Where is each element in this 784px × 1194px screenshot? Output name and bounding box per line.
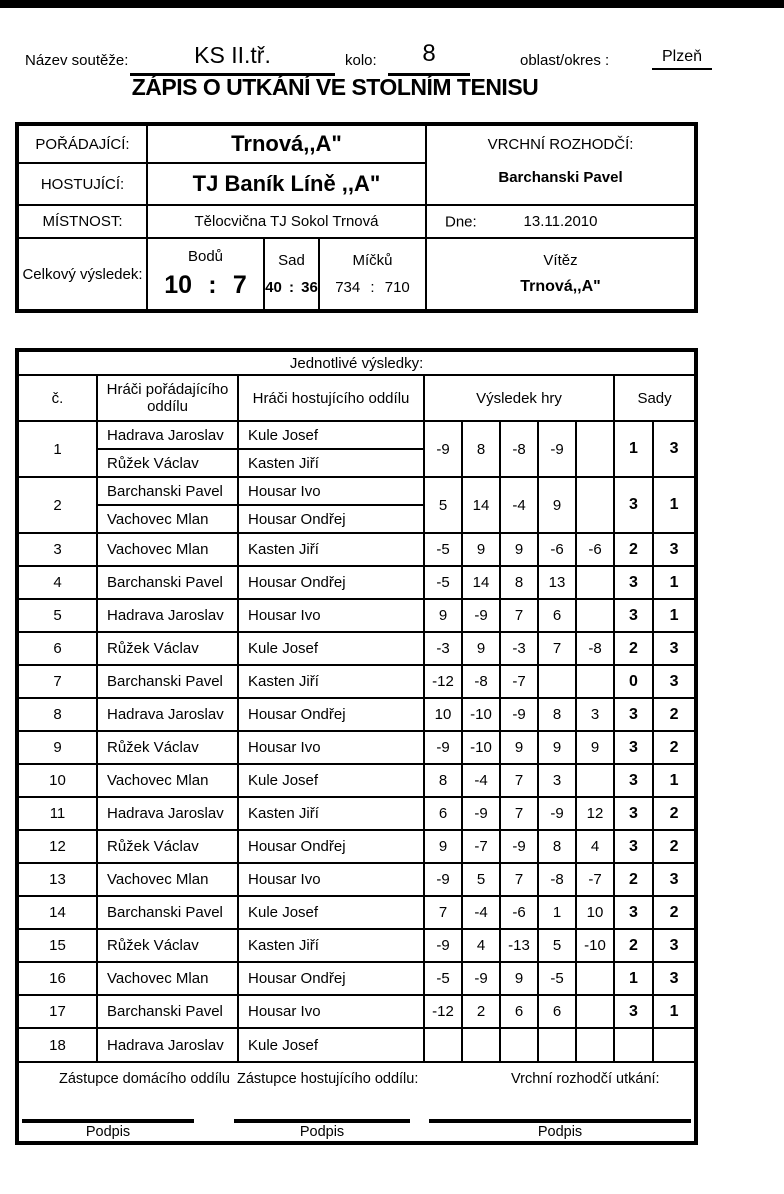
home-player-name: Hadrava Jaroslav bbox=[97, 1028, 238, 1061]
match-row bbox=[19, 599, 694, 632]
game-score: 5 bbox=[424, 477, 462, 533]
winner-cell bbox=[427, 239, 694, 309]
match-number: 11 bbox=[19, 797, 97, 830]
home-player-name: Barchanski Pavel bbox=[97, 896, 238, 929]
match-row bbox=[19, 764, 694, 797]
venue-value: Tělocvična TJ Sokol Trnová bbox=[148, 206, 427, 239]
game-score: 9 bbox=[462, 632, 500, 665]
sets-score: 3 bbox=[653, 863, 694, 896]
game-score: -8 bbox=[538, 863, 576, 896]
match-referee-label: Vrchní rozhodčí utkání: bbox=[511, 1071, 660, 1087]
match-info-box bbox=[15, 122, 698, 313]
sets-score: 3 bbox=[614, 477, 653, 533]
guest-player-name: Housar Ondřej bbox=[238, 830, 424, 863]
game-score: -3 bbox=[424, 632, 462, 665]
sets-score: 3 bbox=[653, 962, 694, 995]
game-score: -5 bbox=[424, 962, 462, 995]
sets-score: 2 bbox=[614, 863, 653, 896]
guest-player-name: Housar Ivo bbox=[238, 477, 424, 505]
match-number: 2 bbox=[19, 477, 97, 533]
chief-referee-cell bbox=[427, 126, 694, 206]
sets-score: 2 bbox=[653, 731, 694, 764]
balls-cell bbox=[320, 239, 427, 309]
guest-player-name: Housar Ivo bbox=[238, 599, 424, 632]
game-score: -6 bbox=[538, 533, 576, 566]
guest-player-name: Kasten Jiří bbox=[238, 533, 424, 566]
col-header-home-players: Hráči pořádajícího oddílu bbox=[97, 375, 238, 421]
col-header-number: č. bbox=[19, 375, 97, 421]
match-number: 18 bbox=[19, 1028, 97, 1061]
points-cell bbox=[148, 239, 265, 309]
match-row bbox=[19, 566, 694, 599]
game-score: 7 bbox=[500, 863, 538, 896]
game-score: -8 bbox=[576, 632, 614, 665]
game-score: 3 bbox=[576, 698, 614, 731]
game-score: 2 bbox=[462, 995, 500, 1028]
points-home: 10 bbox=[164, 270, 193, 299]
match-row bbox=[19, 929, 694, 962]
game-score: -12 bbox=[424, 665, 462, 698]
match-row bbox=[19, 665, 694, 698]
home-player-name: Vachovec Mlan bbox=[97, 533, 238, 566]
sets-score: 2 bbox=[614, 929, 653, 962]
sets-score: 3 bbox=[653, 632, 694, 665]
game-score bbox=[576, 477, 614, 533]
game-score: -9 bbox=[500, 698, 538, 731]
game-score: 9 bbox=[462, 533, 500, 566]
game-score: -9 bbox=[538, 421, 576, 477]
match-number: 15 bbox=[19, 929, 97, 962]
sets-cell bbox=[265, 239, 320, 309]
home-player-name: Vachovec Mlan bbox=[97, 863, 238, 896]
points-separator: : bbox=[208, 270, 217, 299]
match-row bbox=[19, 830, 694, 863]
game-score: 7 bbox=[500, 764, 538, 797]
game-score: -6 bbox=[576, 533, 614, 566]
competition-value: KS II.tř. bbox=[194, 42, 271, 68]
sets-score: 2 bbox=[653, 698, 694, 731]
game-score: -8 bbox=[500, 421, 538, 477]
venue-label: MÍSTNOST: bbox=[19, 206, 148, 239]
game-score: -9 bbox=[462, 962, 500, 995]
game-score: -9 bbox=[462, 599, 500, 632]
top-border-bar bbox=[0, 0, 784, 8]
sets-score: 1 bbox=[653, 764, 694, 797]
game-score: -3 bbox=[500, 632, 538, 665]
col-header-guest-players: Hráči hostujícího oddílu bbox=[238, 375, 424, 421]
game-score: 10 bbox=[424, 698, 462, 731]
home-player-name: Hadrava Jaroslav bbox=[97, 698, 238, 731]
game-score: 1 bbox=[538, 896, 576, 929]
home-representative-label: Zástupce domácího oddílu bbox=[59, 1071, 230, 1087]
match-number: 8 bbox=[19, 698, 97, 731]
signature-caption-guest: Podpis bbox=[299, 1124, 345, 1140]
game-score bbox=[576, 962, 614, 995]
game-score: -4 bbox=[500, 477, 538, 533]
game-score bbox=[424, 1028, 462, 1061]
match-row bbox=[19, 797, 694, 830]
sets-label: Sad bbox=[278, 252, 305, 270]
game-score: 4 bbox=[576, 830, 614, 863]
sets-score: 0 bbox=[614, 665, 653, 698]
sets-score: 3 bbox=[614, 731, 653, 764]
game-score bbox=[576, 421, 614, 477]
sets-score: 3 bbox=[614, 566, 653, 599]
home-player-name: Barchanski Pavel bbox=[97, 665, 238, 698]
match-row bbox=[19, 632, 694, 665]
match-row bbox=[19, 731, 694, 764]
game-score: -5 bbox=[424, 533, 462, 566]
game-score: 13 bbox=[538, 566, 576, 599]
match-number: 16 bbox=[19, 962, 97, 995]
sets-score: 2 bbox=[614, 533, 653, 566]
host-team-value: Trnová,,A" bbox=[148, 126, 427, 164]
game-score: -4 bbox=[462, 764, 500, 797]
sets-score: 3 bbox=[614, 698, 653, 731]
game-score: 9 bbox=[424, 599, 462, 632]
page-title: ZÁPIS O UTKÁNÍ VE STOLNÍM TENISU bbox=[131, 74, 539, 100]
match-row bbox=[19, 477, 694, 505]
chief-referee-label: VRCHNÍ ROZHODČÍ: bbox=[487, 136, 634, 153]
game-score: 7 bbox=[500, 797, 538, 830]
home-player-name: Barchanski Pavel bbox=[97, 566, 238, 599]
sets-score: 3 bbox=[653, 929, 694, 962]
chief-referee-value: Barchanski Pavel bbox=[498, 169, 623, 186]
game-score: -10 bbox=[576, 929, 614, 962]
home-player-name: Růžek Václav bbox=[97, 632, 238, 665]
signature-line-guest bbox=[234, 1119, 410, 1123]
home-player-name: Hadrava Jaroslav bbox=[97, 599, 238, 632]
game-score: -10 bbox=[462, 698, 500, 731]
signature-caption-home: Podpis bbox=[85, 1124, 131, 1140]
game-score: -9 bbox=[500, 830, 538, 863]
game-score: 9 bbox=[500, 533, 538, 566]
sets-score bbox=[614, 1028, 653, 1061]
sets-score: 1 bbox=[653, 995, 694, 1028]
game-score bbox=[500, 1028, 538, 1061]
home-player-name: Růžek Václav bbox=[97, 929, 238, 962]
game-score: 6 bbox=[424, 797, 462, 830]
signature-caption-referee: Podpis bbox=[537, 1124, 583, 1140]
guest-player-name: Housar Ivo bbox=[238, 995, 424, 1028]
game-score: 9 bbox=[424, 830, 462, 863]
region-label: oblast/okres : bbox=[520, 52, 610, 69]
game-score bbox=[462, 1028, 500, 1061]
signature-line-home bbox=[22, 1119, 194, 1123]
guest-player-name: Housar Ondřej bbox=[238, 566, 424, 599]
game-score: 6 bbox=[500, 995, 538, 1028]
signatures-footer bbox=[19, 1061, 694, 1141]
game-score bbox=[538, 665, 576, 698]
match-number: 7 bbox=[19, 665, 97, 698]
game-score: -9 bbox=[462, 797, 500, 830]
points-score bbox=[148, 271, 263, 300]
match-row bbox=[19, 995, 694, 1028]
game-score: -9 bbox=[538, 797, 576, 830]
guest-player-name: Kule Josef bbox=[238, 632, 424, 665]
total-result-label: Celkový výsledek: bbox=[19, 239, 148, 309]
home-player-name: Vachovec Mlan bbox=[97, 764, 238, 797]
game-score: 9 bbox=[500, 731, 538, 764]
competition-label: Název soutěže: bbox=[25, 52, 129, 69]
sets-score: 3 bbox=[614, 830, 653, 863]
region-value: Plzeň bbox=[661, 48, 703, 65]
game-score: 6 bbox=[538, 599, 576, 632]
guest-player-name: Kule Josef bbox=[238, 1028, 424, 1061]
game-score: -10 bbox=[462, 731, 500, 764]
results-section bbox=[15, 348, 698, 1145]
game-score: 8 bbox=[538, 830, 576, 863]
balls-score: 734 : 710 bbox=[335, 278, 410, 296]
guest-player-name: Kasten Jiří bbox=[238, 929, 424, 962]
game-score: 14 bbox=[462, 477, 500, 533]
match-row bbox=[19, 421, 694, 449]
match-row bbox=[19, 698, 694, 731]
guest-player-name: Housar Ondřej bbox=[238, 698, 424, 731]
sets-score: 3 bbox=[614, 764, 653, 797]
guest-label: HOSTUJÍCÍ: bbox=[19, 164, 148, 206]
guest-team-value: TJ Baník Líně ,,A" bbox=[148, 164, 427, 206]
sets-score: 2 bbox=[653, 830, 694, 863]
sets-score: 1 bbox=[653, 599, 694, 632]
match-number: 14 bbox=[19, 896, 97, 929]
match-number: 3 bbox=[19, 533, 97, 566]
sets-score: 1 bbox=[653, 566, 694, 599]
game-score: -9 bbox=[424, 863, 462, 896]
game-score: 9 bbox=[538, 731, 576, 764]
match-row bbox=[19, 863, 694, 896]
signature-line-referee bbox=[429, 1119, 691, 1123]
game-score: 9 bbox=[500, 962, 538, 995]
guest-player-name: Housar Ivo bbox=[238, 731, 424, 764]
game-score: 8 bbox=[462, 421, 500, 477]
sets-score: 3 bbox=[653, 665, 694, 698]
home-player-name: Růžek Václav bbox=[97, 830, 238, 863]
game-score: 7 bbox=[500, 599, 538, 632]
guest-player-name: Housar Ondřej bbox=[238, 962, 424, 995]
winner-value: Trnová,,A" bbox=[520, 278, 601, 295]
sets-score: 3 bbox=[614, 896, 653, 929]
guest-player-name: Housar Ondřej bbox=[238, 505, 424, 533]
game-score: -6 bbox=[500, 896, 538, 929]
sets-score bbox=[653, 1028, 694, 1061]
sets-score: 3 bbox=[653, 533, 694, 566]
game-score: -12 bbox=[424, 995, 462, 1028]
sets-score: 3 bbox=[653, 421, 694, 477]
game-score: 6 bbox=[538, 995, 576, 1028]
date-label: Dne: bbox=[445, 213, 477, 230]
game-score: -5 bbox=[424, 566, 462, 599]
date-cell bbox=[427, 206, 694, 239]
game-score: 8 bbox=[538, 698, 576, 731]
match-number: 9 bbox=[19, 731, 97, 764]
game-score: 4 bbox=[462, 929, 500, 962]
match-number: 13 bbox=[19, 863, 97, 896]
sets-score: 3 bbox=[614, 599, 653, 632]
game-score: -9 bbox=[424, 421, 462, 477]
results-title: Jednotlivé výsledky: bbox=[19, 352, 694, 375]
balls-label: Míčků bbox=[352, 252, 393, 270]
game-score bbox=[576, 764, 614, 797]
game-score: 5 bbox=[462, 863, 500, 896]
game-score: -4 bbox=[462, 896, 500, 929]
home-player-name: Hadrava Jaroslav bbox=[97, 421, 238, 449]
game-score: 14 bbox=[462, 566, 500, 599]
match-number: 10 bbox=[19, 764, 97, 797]
game-score: -7 bbox=[576, 863, 614, 896]
round-value: 8 bbox=[422, 40, 436, 67]
game-score: -9 bbox=[424, 731, 462, 764]
game-score bbox=[538, 1028, 576, 1061]
game-score: -7 bbox=[500, 665, 538, 698]
home-player-name: Růžek Václav bbox=[97, 731, 238, 764]
match-number: 1 bbox=[19, 421, 97, 477]
results-table bbox=[19, 352, 694, 1061]
game-score: 9 bbox=[576, 731, 614, 764]
match-number: 6 bbox=[19, 632, 97, 665]
game-score bbox=[576, 995, 614, 1028]
game-score: -5 bbox=[538, 962, 576, 995]
home-player-name: Barchanski Pavel bbox=[97, 477, 238, 505]
game-score: 8 bbox=[424, 764, 462, 797]
match-number: 5 bbox=[19, 599, 97, 632]
winner-label: Vítěz bbox=[543, 252, 578, 269]
sets-score: 1 bbox=[614, 962, 653, 995]
game-score bbox=[576, 566, 614, 599]
game-score: -9 bbox=[424, 929, 462, 962]
guest-player-name: Kule Josef bbox=[238, 896, 424, 929]
game-score bbox=[576, 599, 614, 632]
col-header-game-result: Výsledek hry bbox=[424, 375, 614, 421]
match-row bbox=[19, 533, 694, 566]
game-score: 7 bbox=[538, 632, 576, 665]
guest-player-name: Housar Ivo bbox=[238, 863, 424, 896]
match-row bbox=[19, 1028, 694, 1061]
region-underline bbox=[652, 68, 712, 70]
home-player-name: Vachovec Mlan bbox=[97, 962, 238, 995]
home-player-name: Vachovec Mlan bbox=[97, 505, 238, 533]
game-score: 8 bbox=[500, 566, 538, 599]
match-number: 17 bbox=[19, 995, 97, 1028]
sets-score: 2 bbox=[653, 896, 694, 929]
game-score: 12 bbox=[576, 797, 614, 830]
game-score: -8 bbox=[462, 665, 500, 698]
guest-player-name: Kasten Jiří bbox=[238, 449, 424, 477]
match-number: 12 bbox=[19, 830, 97, 863]
sets-score: 3 bbox=[614, 995, 653, 1028]
game-score bbox=[576, 665, 614, 698]
guest-representative-label: Zástupce hostujícího oddílu: bbox=[237, 1071, 419, 1087]
game-score: 5 bbox=[538, 929, 576, 962]
guest-player-name: Kasten Jiří bbox=[238, 665, 424, 698]
sets-score: 1 bbox=[614, 421, 653, 477]
sets-score: 40 : 36 bbox=[265, 278, 318, 296]
date-value: 13.11.2010 bbox=[523, 213, 598, 230]
game-score: 9 bbox=[538, 477, 576, 533]
col-header-sets: Sady bbox=[614, 375, 694, 421]
home-player-name: Barchanski Pavel bbox=[97, 995, 238, 1028]
game-score: 7 bbox=[424, 896, 462, 929]
guest-player-name: Kule Josef bbox=[238, 421, 424, 449]
points-label: Bodů bbox=[187, 248, 224, 266]
match-row bbox=[19, 962, 694, 995]
sets-score: 1 bbox=[653, 477, 694, 533]
round-label: kolo: bbox=[345, 52, 377, 69]
home-player-name: Růžek Václav bbox=[97, 449, 238, 477]
home-player-name: Hadrava Jaroslav bbox=[97, 797, 238, 830]
match-row bbox=[19, 896, 694, 929]
sets-score: 2 bbox=[653, 797, 694, 830]
match-number: 4 bbox=[19, 566, 97, 599]
guest-player-name: Kasten Jiří bbox=[238, 797, 424, 830]
game-score: -13 bbox=[500, 929, 538, 962]
game-score: 10 bbox=[576, 896, 614, 929]
host-label: POŘÁDAJÍCÍ: bbox=[19, 126, 148, 164]
game-score: -7 bbox=[462, 830, 500, 863]
points-away: 7 bbox=[232, 270, 247, 299]
sets-score: 3 bbox=[614, 797, 653, 830]
game-score bbox=[576, 1028, 614, 1061]
guest-player-name: Kule Josef bbox=[238, 764, 424, 797]
game-score: 3 bbox=[538, 764, 576, 797]
sets-score: 2 bbox=[614, 632, 653, 665]
